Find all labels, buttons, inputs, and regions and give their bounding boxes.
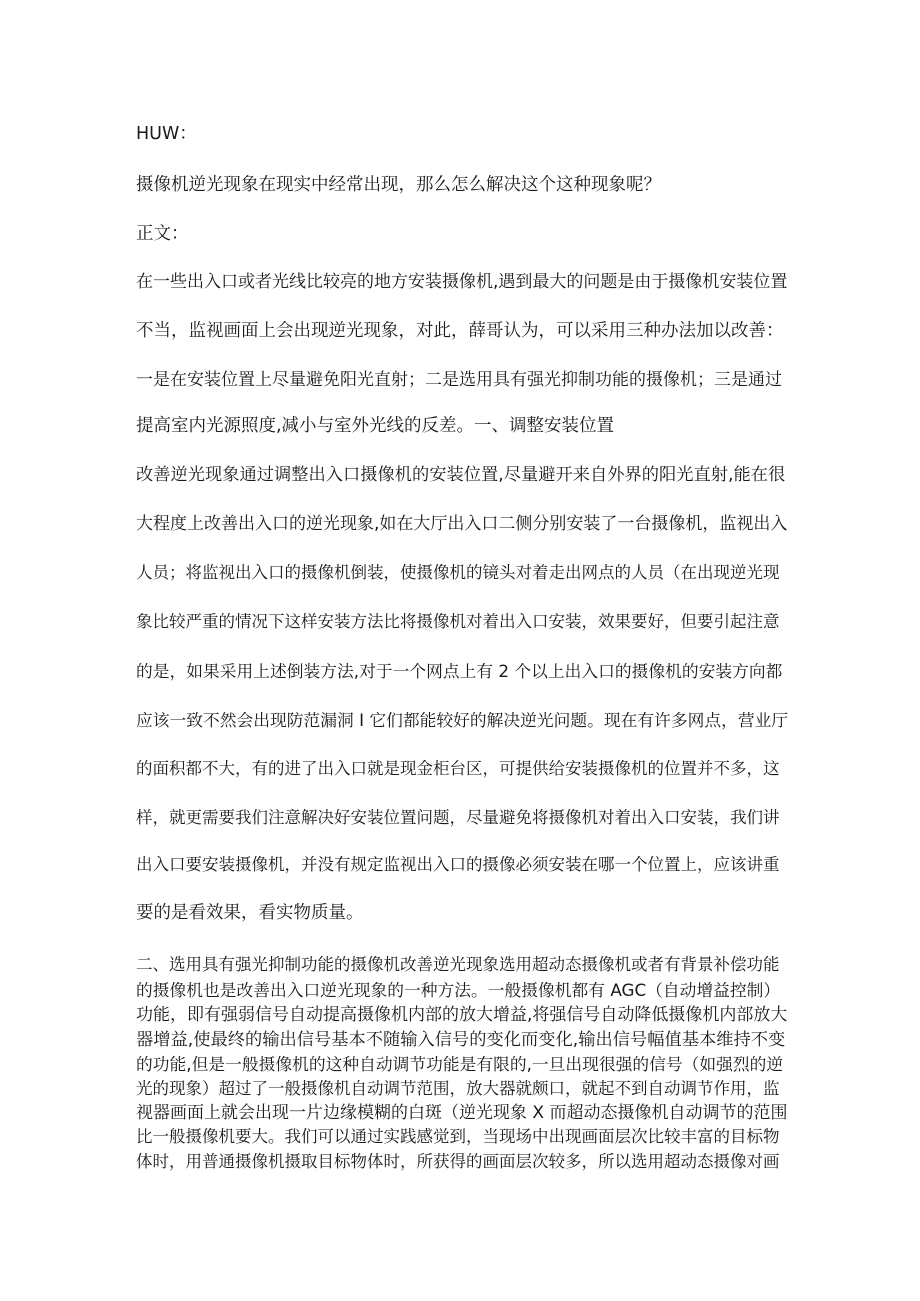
paragraph-line: 的是，如果采用上述倒装方法,对于一个网点上有 2 个以上出入口的摄像机的安装方向都 <box>136 661 783 681</box>
paragraph-line: 样，就更需要我们注意解决好安装位置问题，尽量避免将摄像机对着出入口安装，我们讲 <box>136 808 780 827</box>
paragraph-line: 应该一致不然会出现防范漏洞 I 它们都能较好的解决逆光问题。现在有许多网点，营业厅 <box>136 710 789 730</box>
paragraph-line: 改善逆光现象通过调整出入口摄像机的安装位置,尽量避开来自外界的阳光直射,能在很 <box>136 465 786 485</box>
paragraph-line: 大程度上改善出入口的逆光现象,如在大厅出入口二侧分别安装了一台摄像机，监视出入 <box>136 514 788 534</box>
dense-paragraph-line: 的功能,但是一般摄像机的这种自动调节功能是有限的,一旦出现很强的信号（如强烈的逆 <box>136 1054 784 1074</box>
paragraph-line: 要的是看效果，看实物质量。 <box>136 903 364 923</box>
paragraph-line: 的面积都不大，有的进了出入口就是现金柜台区，可提供给安装摄像机的位置并不多，这 <box>136 759 780 778</box>
body-label: 正文： <box>136 224 189 244</box>
dense-paragraph-line: 比一般摄像机要大。我们可以通过实践感觉到，当现场中出现画面层次比较丰富的目标物 <box>136 1127 780 1146</box>
dense-paragraph-line: 二、选用具有强光抑制功能的摄像机改善逆光现象选用超动态摄像机或者有背景补偿功能 <box>136 955 780 974</box>
paragraph-line: 提高室内光源照度,减小与室外光线的反差。一、调整安装位置 <box>136 416 615 436</box>
paragraph-line: 出入口要安装摄像机，并没有规定监视出入口的摄像必须安装在哪一个位置上，应该讲重 <box>136 855 780 874</box>
dense-paragraph-line: 的摄像机也是改善出入口逆光现象的一种方法。一般摄像机都有 AGC（自动增益控制） <box>136 980 781 1000</box>
paragraph-line: 不当，监视画面上会出现逆光现象，对此，薛哥认为，可以采用三种办法加以改善： <box>136 321 784 341</box>
heading: HUW： <box>136 124 197 144</box>
dense-paragraph-line: 体时，用普通摄像机摄取目标物体时，所获得的画面层次较多，所以选用超动态摄像对画 <box>136 1152 780 1171</box>
paragraph-line: 象比较严重的情况下这样安装方法比将摄像机对着出入口安装，效果要好，但要引起注意 <box>136 612 780 631</box>
dense-paragraph-line: 视器画面上就会出现一片边缘模糊的白斑（逆光现象 X 而超动态摄像机自动调节的范围 <box>136 1103 788 1123</box>
dense-paragraph-line: 光的现象）超过了一般摄像机自动调节范围，放大器就颇口，就起不到自动调节作用，监 <box>136 1079 780 1098</box>
dense-paragraph-line: 器增益,使最终的输出信号基本不随输入信号的变化而变化,输出信号幅值基本维持不变 <box>136 1030 786 1050</box>
paragraph-line: 一是在安装位置上尽量避免阳光直射；二是选用具有强光抑制功能的摄像机；三是通过 <box>136 370 782 390</box>
intro-line: 摄像机逆光现象在现实中经常出现，那么怎么解决这个这种现象呢？ <box>136 175 661 195</box>
paragraph-line: 在一些出入口或者光线比较亮的地方安装摄像机,遇到最大的问题是由于摄像机安装位置 <box>136 272 788 292</box>
paragraph-line: 人员；将监视出入口的摄像机倒装，使摄像机的镜头对着走出网点的人员（在出现逆光现 <box>136 563 780 582</box>
dense-paragraph-line: 功能，即有强弱信号自动提高摄像机内部的放大增益,将强信号自动降低摄像机内部放大 <box>136 1005 788 1025</box>
